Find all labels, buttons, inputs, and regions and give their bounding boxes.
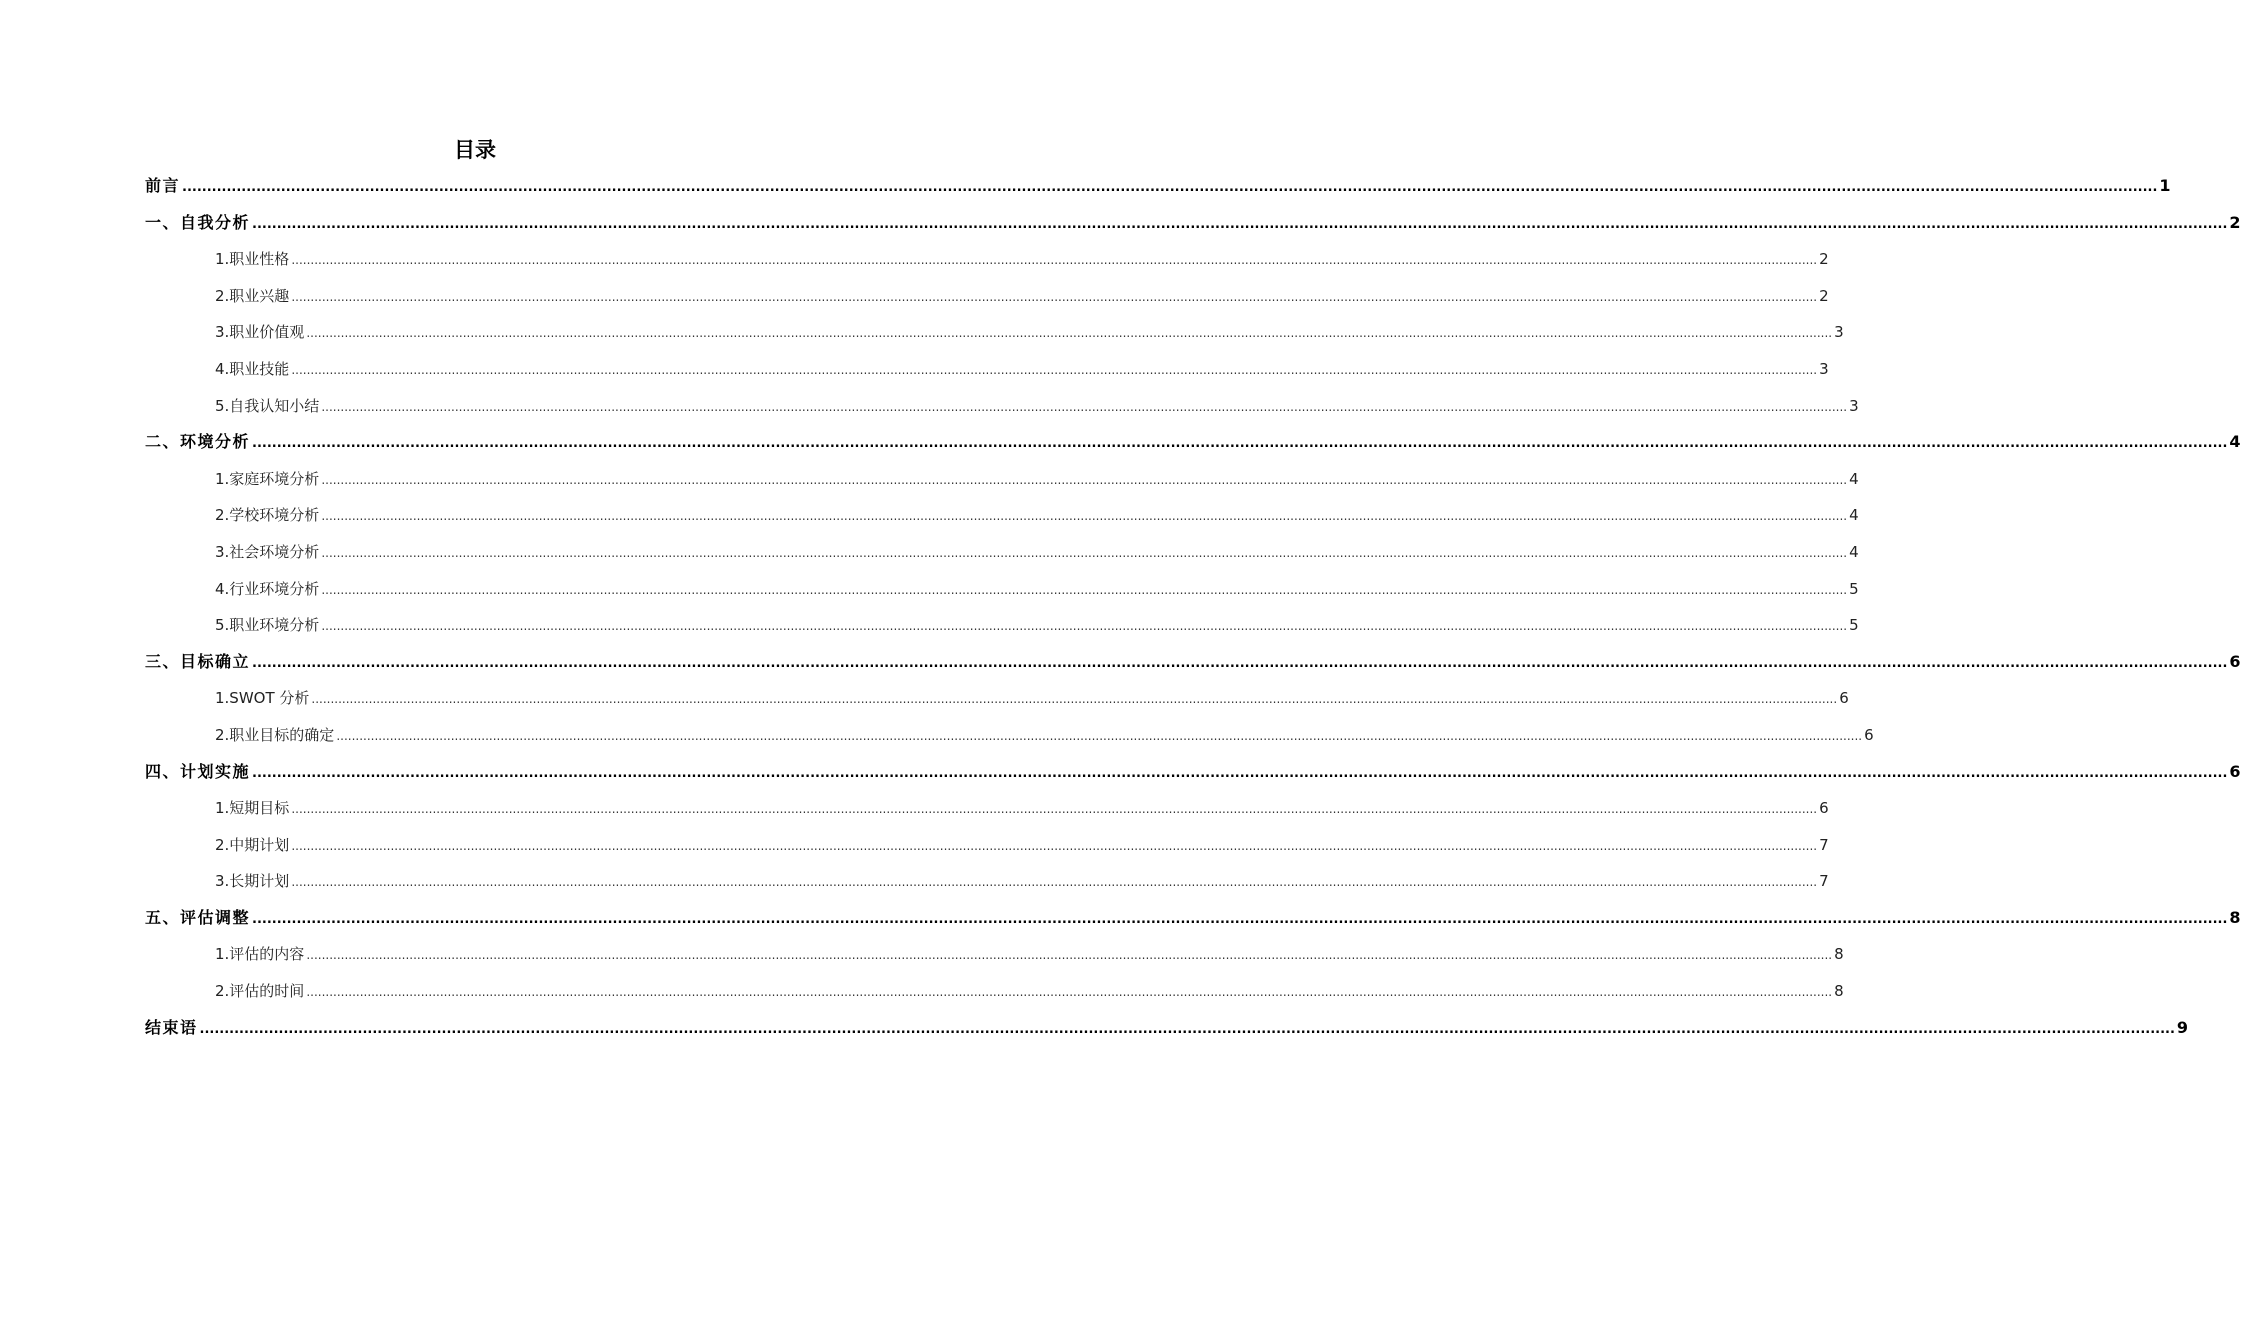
toc-entry-label: 3.长期计划 [215,872,290,891]
toc-entry-section[interactable] [145,973,1844,1010]
toc-entry-chapter[interactable] [145,754,2241,791]
toc-dot-leader: ................................................................................................................................................................................................................................................................................................................................................................................................................ [306,948,1833,963]
toc-entry-section[interactable] [145,571,1859,608]
toc-entry-page-number: 3 [1819,359,1829,378]
toc-entry-label: 1.家庭环境分析 [215,469,320,488]
toc-entry-label: 二、环境分析 [145,432,251,452]
toc-entry-page-number: 9 [2176,1017,2189,1037]
toc-dot-leader: ................................................................................................................................................................................................................................................................................................................................................................................................................ [199,1021,2175,1037]
toc-dot-leader: ................................................................................................................................................................................................................................................................................................................................................................................................................ [291,838,1818,853]
toc-entry-page-number: 4 [1849,469,1859,488]
toc-entry-label: 5.自我认知小结 [215,396,320,415]
toc-entry-label: 1.职业性格 [215,250,290,269]
toc-entry-label: 2.中期计划 [215,835,290,854]
toc-entry-section[interactable] [145,278,1829,315]
toc-entry-chapter[interactable] [145,168,2171,205]
toc-entry-page-number: 8 [1834,982,1844,1001]
toc-entry-section[interactable] [145,827,1829,864]
toc-entry-label: 2.学校环境分析 [215,506,320,525]
toc-dot-leader: ................................................................................................................................................................................................................................................................................................................................................................................................................ [291,802,1818,817]
toc-entry-page-number: 2 [2229,212,2241,232]
toc-entry-section[interactable] [145,241,1829,278]
toc-entry-page-number: 8 [1834,945,1844,964]
toc-entry-section[interactable] [145,314,1844,351]
toc-entry-page-number: 2 [1819,286,1829,305]
toc-dot-leader: ................................................................................................................................................................................................................................................................................................................................................................................................................ [306,326,1833,341]
toc-entry-section[interactable] [145,497,1859,534]
toc-entry-label: 一、自我分析 [145,212,251,232]
toc-dot-leader: ................................................................................................................................................................................................................................................................................................................................................................................................................ [291,875,1818,890]
toc-entry-label: 三、目标确立 [145,651,251,671]
toc-entry-label: 2.职业兴趣 [215,286,290,305]
toc-dot-leader: ................................................................................................................................................................................................................................................................................................................................................................................................................ [291,362,1818,377]
toc-entry-page-number: 1 [2159,176,2171,195]
toc-entry-page-number: 4 [1849,542,1859,561]
toc-entry-label: 3.职业价值观 [215,323,305,342]
toc-dot-leader: ................................................................................................................................................................................................................................................................................................................................................................................................................ [336,728,1863,743]
toc-dot-leader: ................................................................................................................................................................................................................................................................................................................................................................................................................ [252,216,2228,232]
toc-entry-label: 2.评估的时间 [215,982,305,1001]
toc-dot-leader: ................................................................................................................................................................................................................................................................................................................................................................................................................ [291,253,1818,268]
toc-entry-page-number: 6 [1839,689,1849,708]
toc-entry-section[interactable] [145,863,1829,900]
toc-entry-page-number: 6 [1864,725,1874,744]
toc-entry-section[interactable] [145,680,1849,717]
toc-entry-page-number: 4 [2229,432,2241,452]
toc-entry-page-number: 7 [1819,835,1829,854]
toc-entry-label: 4.职业技能 [215,359,290,378]
toc-entry-label: 3.社会环境分析 [215,542,320,561]
toc-entry-label: 4.行业环境分析 [215,579,320,598]
toc-entry-label: 1.评估的内容 [215,945,305,964]
toc-entry-label: 1.SWOT 分析 [215,689,310,708]
toc-entry-chapter[interactable] [145,205,2241,242]
toc-entry-page-number: 7 [1819,872,1829,891]
toc-entry-page-number: 2 [1819,250,1829,269]
toc-entry-chapter[interactable] [145,1010,2189,1047]
toc-dot-leader: ................................................................................................................................................................................................................................................................................................................................................................................................................ [311,692,1838,707]
toc-entry-page-number: 3 [1849,396,1859,415]
toc-dot-leader: ................................................................................................................................................................................................................................................................................................................................................................................................................ [321,619,1848,634]
toc-entry-page-number: 6 [1819,799,1829,818]
toc-entry-label: 前言 [145,176,181,195]
toc-entry-section[interactable] [145,461,1859,498]
toc-entry-chapter[interactable] [145,424,2241,461]
toc-dot-leader: ................................................................................................................................................................................................................................................................................................................................................................................................................ [306,985,1833,1000]
toc-entry-chapter[interactable] [145,900,2241,937]
toc-entry-label: 四、计划实施 [145,761,251,781]
toc-entry-page-number: 4 [1849,506,1859,525]
toc-entry-label: 结束语 [145,1017,198,1037]
toc-entry-section[interactable] [145,351,1829,388]
toc-dot-leader: ................................................................................................................................................................................................................................................................................................................................................................................................................ [252,765,2228,781]
toc-entry-label: 1.短期目标 [215,799,290,818]
toc-entry-page-number: 6 [2229,761,2241,781]
toc-dot-leader: ................................................................................................................................................................................................................................................................................................................................................................................................................ [182,180,2158,195]
toc-dot-leader: ................................................................................................................................................................................................................................................................................................................................................................................................................ [321,545,1848,560]
toc-entry-page-number: 5 [1849,579,1859,598]
toc-entry-section[interactable] [145,790,1829,827]
toc-entry-label: 5.职业环境分析 [215,616,320,635]
toc-dot-leader: ................................................................................................................................................................................................................................................................................................................................................................................................................ [252,655,2228,671]
toc-title: 目录 [454,138,496,162]
toc-dot-leader: ................................................................................................................................................................................................................................................................................................................................................................................................................ [252,911,2228,927]
toc-entry-label: 2.职业目标的确定 [215,725,335,744]
toc-entry-page-number: 6 [2229,651,2241,671]
toc-dot-leader: ................................................................................................................................................................................................................................................................................................................................................................................................................ [321,582,1848,597]
toc-entry-page-number: 8 [2229,907,2241,927]
toc-dot-leader: ................................................................................................................................................................................................................................................................................................................................................................................................................ [321,509,1848,524]
toc-dot-leader: ................................................................................................................................................................................................................................................................................................................................................................................................................ [321,472,1848,487]
table-of-contents [145,168,2241,1046]
toc-entry-section[interactable] [145,717,1874,754]
toc-entry-page-number: 5 [1849,616,1859,635]
toc-dot-leader: ................................................................................................................................................................................................................................................................................................................................................................................................................ [321,399,1848,414]
toc-entry-page-number: 3 [1834,323,1844,342]
toc-entry-label: 五、评估调整 [145,907,251,927]
toc-dot-leader: ................................................................................................................................................................................................................................................................................................................................................................................................................ [252,436,2228,452]
toc-entry-section[interactable] [145,936,1844,973]
toc-entry-section[interactable] [145,388,1859,425]
toc-entry-chapter[interactable] [145,644,2241,681]
toc-dot-leader: ................................................................................................................................................................................................................................................................................................................................................................................................................ [291,289,1818,304]
toc-entry-section[interactable] [145,607,1859,644]
toc-entry-section[interactable] [145,534,1859,571]
